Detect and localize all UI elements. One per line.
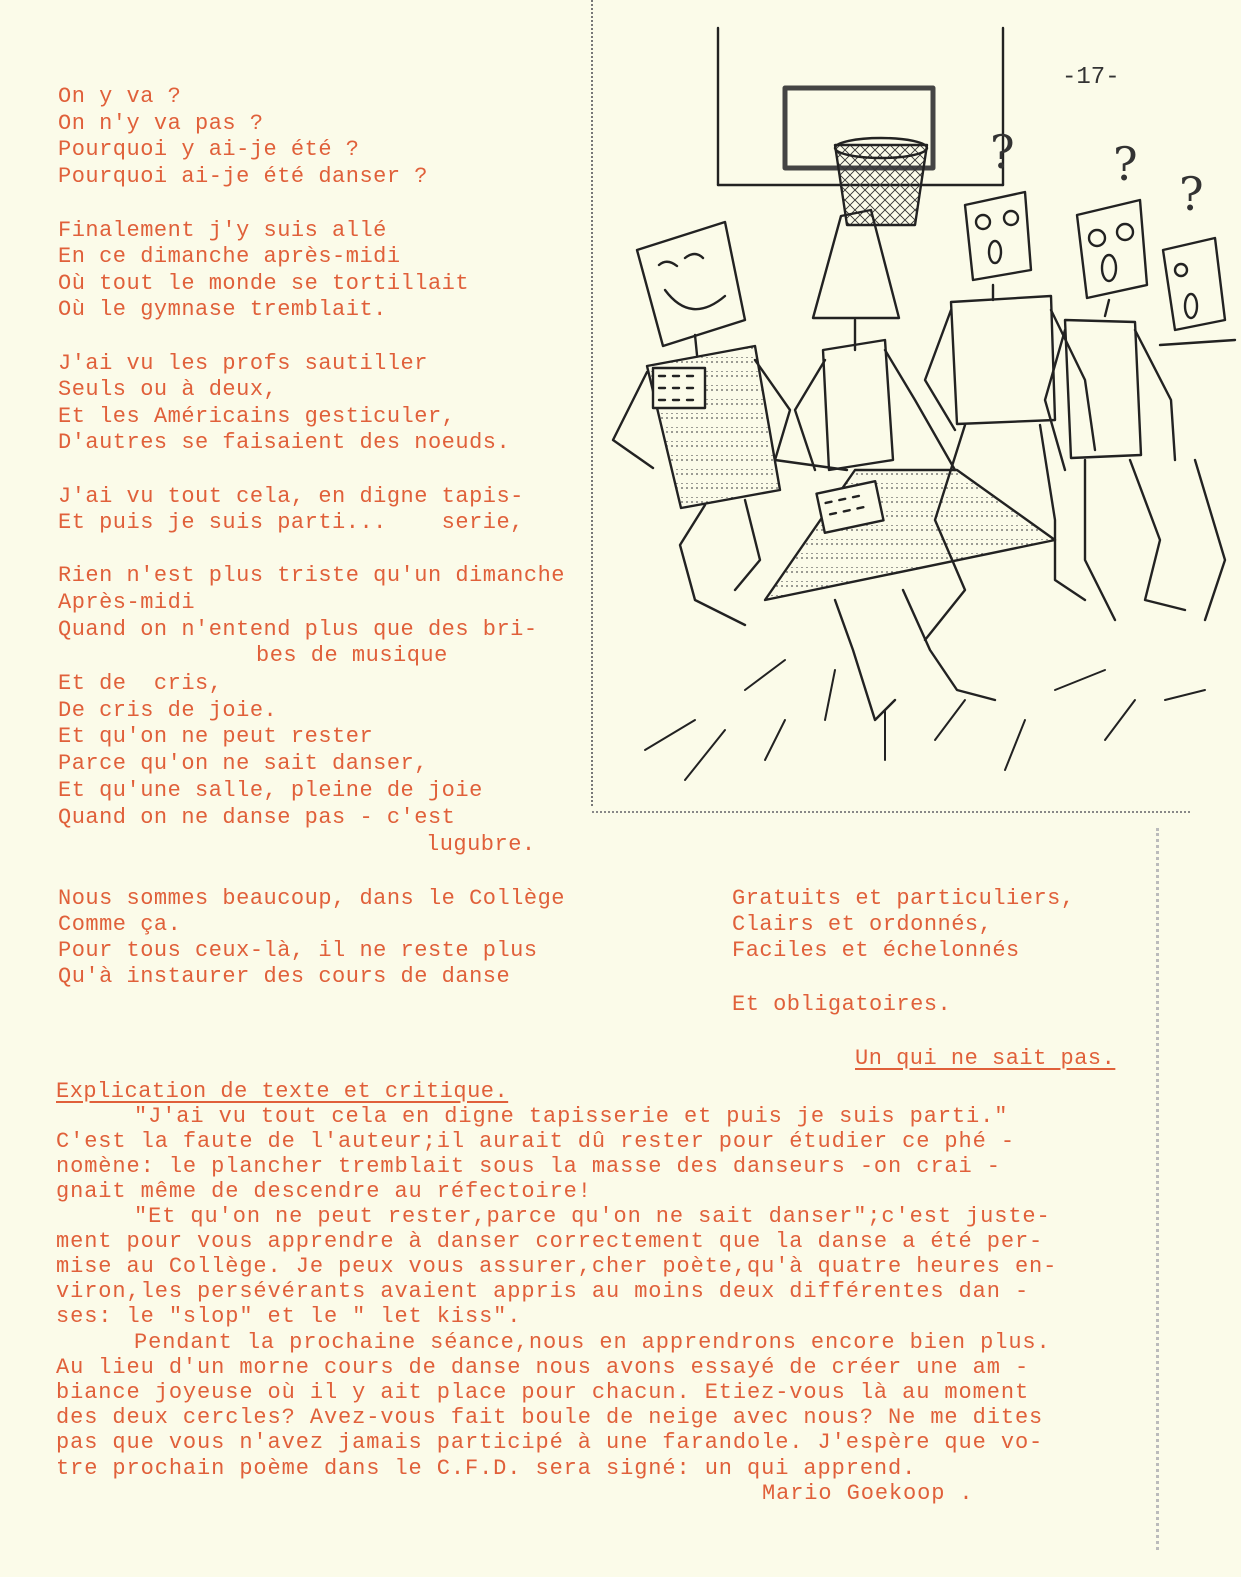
- poem-line: On y va ?: [58, 84, 182, 109]
- critique-line: pas que vous n'avez jamais participé à une farandole. J'espère que vo-: [56, 1430, 1044, 1455]
- poem-line: Nous sommes beaucoup, dans le Collège: [58, 886, 565, 911]
- poem-line: Et les Américains gesticuler,: [58, 404, 456, 429]
- poem-line: Pourquoi ai-je été danser ?: [58, 164, 428, 189]
- poem-line: Quand on n'entend plus que des bri-: [58, 617, 538, 642]
- question-mark: ?: [1113, 137, 1138, 191]
- poem-line: Parce qu'on ne sait danser,: [58, 751, 428, 776]
- poem-line: Et qu'on ne peut rester: [58, 724, 374, 749]
- poem-line: Où le gymnase tremblait.: [58, 297, 387, 322]
- poem-line: Et qu'une salle, pleine de joie: [58, 778, 483, 803]
- poem-line: De cris de joie.: [58, 698, 278, 723]
- basket: [835, 138, 927, 225]
- margin-rule: [1156, 828, 1159, 1550]
- poem-line: Et de cris,: [58, 671, 223, 696]
- poem-line: J'ai vu tout cela, en digne tapis-: [58, 484, 524, 509]
- poem-right-line: Gratuits et particuliers,: [732, 886, 1075, 911]
- poem-line: Après-midi: [58, 590, 196, 615]
- poem-line: Qu'à instaurer des cours de danse: [58, 964, 511, 989]
- poem-right-line: Faciles et échelonnés: [732, 938, 1020, 963]
- poem-line: Pourquoi y ai-je été ?: [58, 137, 360, 162]
- poem-line: Seuls ou à deux,: [58, 377, 278, 402]
- poem-line: Et puis je suis parti... serie,: [58, 510, 524, 535]
- question-mark: ?: [990, 125, 1015, 179]
- poem-line: J'ai vu les profs sautiller: [58, 351, 428, 376]
- question-mark: ?: [1179, 167, 1204, 221]
- critique-line: des deux cercles? Avez-vous fait boule de neige avec nous? Ne me dites: [56, 1405, 1044, 1430]
- critique-line: gnait même de descendre au réfectoire!: [56, 1179, 592, 1204]
- poem-line: lugubre.: [426, 832, 536, 857]
- poem-line: Comme ça.: [58, 912, 182, 937]
- critique-line: ses: le "slop" et le " let kiss".: [56, 1304, 522, 1329]
- motion-lines: [645, 660, 1205, 780]
- poem-line: D'autres se faisaient des noeuds.: [58, 430, 511, 455]
- critique-line: biance joyeuse où il y ait place pour chacun. Etiez-vous là au moment: [56, 1380, 1030, 1405]
- poem-right-line: Clairs et ordonnés,: [732, 912, 993, 937]
- poem-line: bes de musique: [256, 643, 448, 668]
- critique-line: nomène: le plancher tremblait sous la masse des danseurs -on crai -: [56, 1154, 1001, 1179]
- figure-surprised-3: [1160, 238, 1235, 620]
- poem-signature: Un qui ne sait pas.: [855, 1046, 1116, 1071]
- poem-line: Quand on ne danse pas - c'est: [58, 805, 456, 830]
- poem-line: Rien n'est plus triste qu'un dimanche: [58, 563, 565, 588]
- page-number: -17-: [1062, 64, 1120, 91]
- critique-line: Pendant la prochaine séance,nous en apprendrons encore bien plus.: [134, 1330, 1051, 1355]
- poem-right-line: Et obligatoires.: [732, 992, 952, 1017]
- critique-author: Mario Goekoop .: [762, 1481, 974, 1506]
- critique-line: "Et qu'on ne peut rester,parce qu'on ne sait danser";c'est juste-: [134, 1204, 1051, 1229]
- critique-line: mise au Collège. Je peux vous assurer,cher poète,qu'à quatre heures en-: [56, 1254, 1058, 1279]
- critique-line: C'est la faute de l'auteur;il aurait dû rester pour étudier ce phé -: [56, 1129, 1015, 1154]
- critique-line: "J'ai vu tout cela en digne tapisserie et puis je suis parti.": [134, 1104, 1009, 1129]
- critique-line: viron,les persévérants avaient appris au moins deux différentes dan -: [56, 1279, 1030, 1304]
- poem-line: On n'y va pas ?: [58, 111, 264, 136]
- poem-line: Finalement j'y suis allé: [58, 218, 387, 243]
- critique-line: Au lieu d'un morne cours de danse nous avons essayé de créer une am -: [56, 1355, 1030, 1380]
- poem-line: En ce dimanche après-midi: [58, 244, 401, 269]
- critique-heading: Explication de texte et critique.: [56, 1079, 509, 1104]
- poem-line: Pour tous ceux-là, il ne reste plus: [58, 938, 538, 963]
- dance-illustration: [585, 0, 1241, 822]
- critique-line: ment pour vous apprendre à danser correctement que la danse a été per-: [56, 1229, 1044, 1254]
- poem-line: Où tout le monde se tortillait: [58, 271, 470, 296]
- critique-line: tre prochain poème dans le C.F.D. sera signé: un qui apprend.: [56, 1456, 917, 1481]
